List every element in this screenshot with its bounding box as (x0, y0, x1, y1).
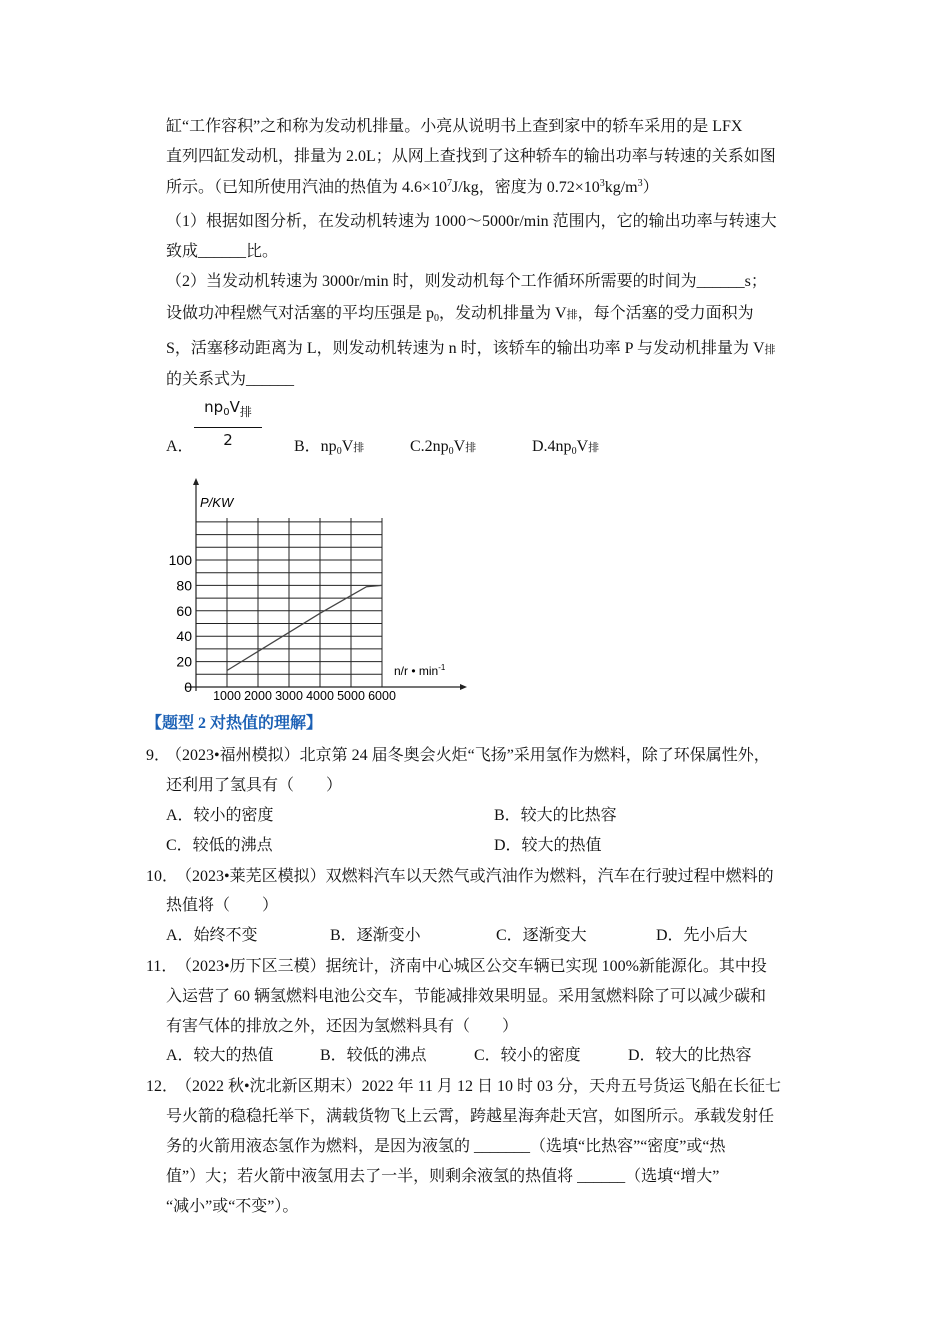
q9-number: 9． (146, 747, 171, 764)
q11-stem: （2023•历下区三模）据统计，济南中心城区公交车辆已实现 100%新能源化。其中投 (176, 958, 767, 975)
q11-option-a: A．较大的热值 (166, 1047, 274, 1064)
text-line: 致成______比。 (166, 243, 279, 260)
q9-option-c: C．较低的沸点 (166, 837, 273, 854)
x-axis-label: n/r • $\min^{-1}$ (394, 663, 446, 678)
y-tick-label: 80 (176, 577, 192, 594)
option-a-label: A． (166, 438, 194, 455)
q10-number: 10． (146, 868, 179, 885)
section-header: 【题型 2 对热值的理解】 (146, 715, 323, 732)
q11-stem: 入运营了 60 辆氢燃料电池公交车，节能减排效果明显。采用氢燃料除了可以减少碳和 (166, 988, 767, 1005)
text-line-p0: 设做功冲程燃气对活塞的平均压强是 $p_0$，发动机排量为 V排，每个活塞的受力面积为 (166, 305, 754, 324)
y-axis-arrow (193, 478, 199, 485)
text-line: 缸“工作容积”之和称为发动机排量。小亮从说明书上查到家中的轿车采用的是 LFX (166, 118, 743, 135)
x-tick-label: 4000 (306, 689, 334, 703)
q10-stem: 热值将（ ） (166, 897, 279, 914)
q9-option-a: A．较小的密度 (166, 807, 274, 824)
y-tick-label: 20 (176, 653, 192, 670)
q9-stem: 还利用了氢具有（ ） (166, 777, 343, 794)
y-tick-label: 100 (168, 552, 192, 568)
q9-option-b: B．较大的比热容 (494, 807, 617, 824)
q12-stem: 号火箭的稳稳托举下，满载货物飞上云霄，跨越星海奔赴天宫，如图所示。承载发射任 (166, 1108, 775, 1125)
option-d: $D.4np_0V$排 (532, 438, 600, 457)
x-tick-label: 1000 (213, 689, 241, 703)
q12-stem: 务的火箭用液态氢作为燃料，是因为液氢的 _______（选填“比热容”“密度”或“热 (166, 1138, 726, 1155)
q11-option-d: D．较大的比热容 (628, 1047, 752, 1064)
q9-option-d: D．较大的热值 (494, 837, 602, 854)
y-axis-label: P/KW (200, 495, 234, 510)
x-axis-arrow (460, 684, 467, 690)
y-tick-label: 40 (176, 628, 192, 645)
text-line: （1）根据如图分析，在发动机转速为 1000～5000r/min 范围内，它的输出功率与转速大 (166, 213, 777, 230)
power-speed-chart (160, 474, 470, 706)
q11-option-c: C．较小的密度 (474, 1047, 581, 1064)
q10-option-b: B．逐渐变小 (330, 927, 421, 944)
q9-stem: （2023•福州模拟）北京第 24 届冬奥会火炬“飞扬”采用氢作为燃料，除了环保属性外， (166, 747, 770, 764)
text-line-known-values: 所示。（已知所使用汽油的热值为 $4.6\times 10^7J/kg$，密度为 $0.72\times 10^3kg/m^3$） (166, 178, 659, 196)
x-tick-label: 3000 (275, 689, 303, 703)
q10-stem: （2023•莱芜区模拟）双燃料汽车以天然气或汽油作为燃料，汽车在行驶过程中燃料的 (176, 868, 774, 885)
y-tick-label: 0 (184, 679, 192, 695)
y-tick-label: 60 (176, 602, 192, 619)
x-tick-label: 5000 (337, 689, 365, 703)
q11-number: 11． (146, 958, 178, 975)
q10-option-a: A．始终不变 (166, 927, 258, 944)
text-line-speed: S，活塞移动距离为 L，则发动机转速为 n 时，该轿车的输出功率 P 与发动机排量为 V排 (166, 340, 776, 357)
x-tick-label: 2000 (244, 689, 272, 703)
q12-number: 12． (146, 1078, 179, 1095)
q11-stem: 有害气体的排放之外，还因为氢燃料具有（ ） (166, 1018, 519, 1035)
q10-option-d: D．先小后大 (656, 927, 748, 944)
q12-stem: 值”）大；若火箭中液氢用去了一半，则剩余液氢的热值将 ______（选填“增大” (166, 1168, 720, 1185)
q10-option-c: C．逐渐变大 (496, 927, 587, 944)
text-line: 直列四缸发动机，排量为 2.0L；从网上查找到了这种轿车的输出功率与转速的关系如图 (166, 148, 776, 165)
text-line: （2）当发动机转速为 3000r/min 时，则发动机每个工作循环所需要的时间为______s； (166, 273, 767, 290)
option-c: $C.2np_0V$排 (410, 438, 477, 457)
q12-stem: “减小”或“不变”）。 (166, 1198, 299, 1215)
option-b: B．$np_0V$排 (294, 438, 365, 457)
q12-stem: （2022 秋•沈北新区期末）2022 年 11 月 12 日 10 时 03 分，天舟五号货运飞船在长征七 (176, 1078, 782, 1095)
text-line: 的关系式为______ (166, 371, 295, 388)
option-a-fraction: $np_0V_排$ 2 (194, 398, 262, 454)
q11-option-b: B．较低的沸点 (320, 1047, 427, 1064)
x-tick-label: 6000 (368, 689, 396, 703)
